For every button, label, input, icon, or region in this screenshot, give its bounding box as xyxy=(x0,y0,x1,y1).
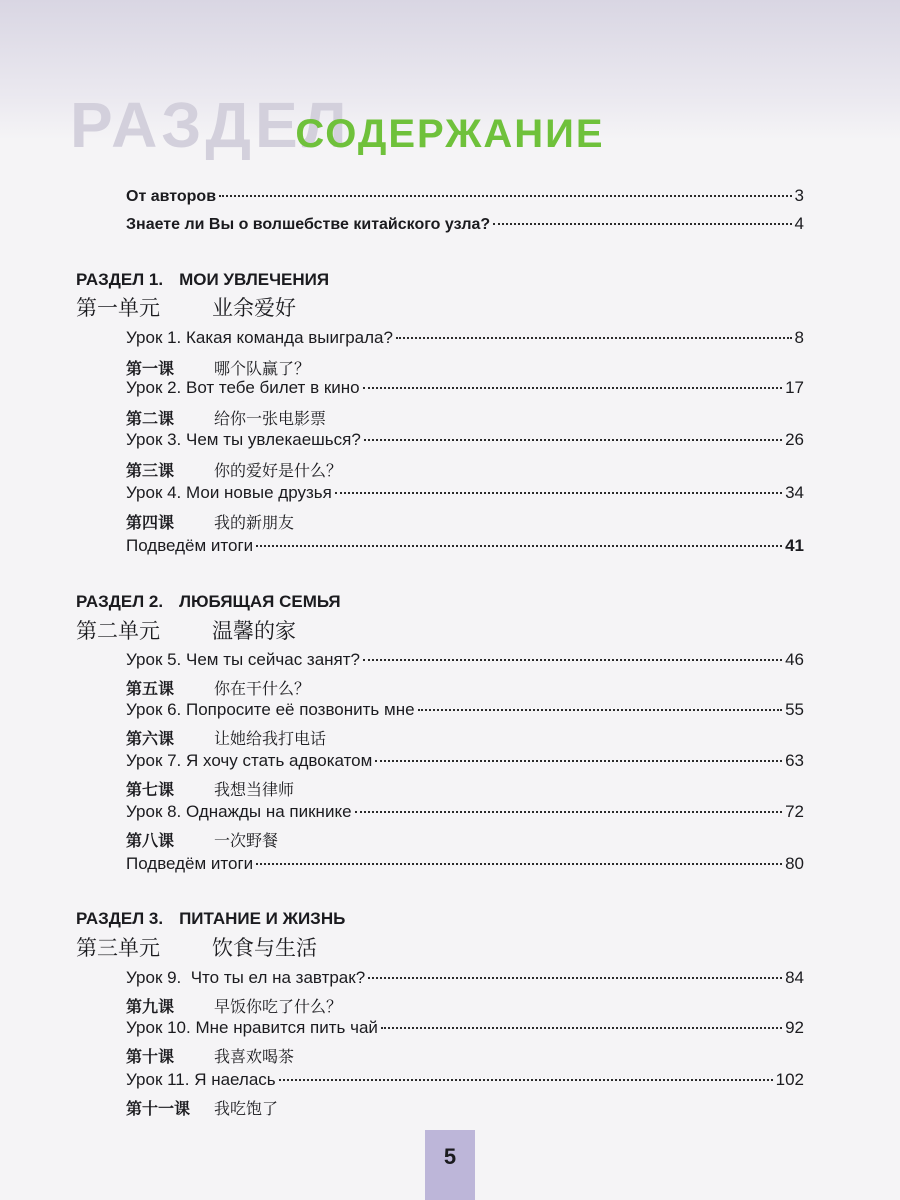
toc-entry[interactable] xyxy=(126,430,804,456)
toc-entry[interactable] xyxy=(126,802,804,828)
lesson-cn-title: 第九课 早饭你吃了什么？ xyxy=(126,997,343,1016)
toc-entry[interactable] xyxy=(126,700,804,726)
section-cn-title: 第三单元 饮食与生活 xyxy=(76,936,317,960)
toc-summary-entry[interactable] xyxy=(126,536,804,562)
lesson-cn-title: 第六课 让她给我打电话 xyxy=(126,729,327,748)
entry-page: 46 xyxy=(785,650,804,669)
entry-label: Урок 8. Однажды на пикнике xyxy=(126,802,352,821)
leader-dots xyxy=(219,195,792,197)
leader-dots xyxy=(493,223,791,225)
section-title: РАЗДЕЛ 3. ПИТАНИЕ И ЖИЗНЬ xyxy=(76,909,346,928)
toc-entry[interactable] xyxy=(126,328,804,354)
leader-dots xyxy=(375,760,782,762)
entry-page: 63 xyxy=(785,751,804,770)
entry-page: 17 xyxy=(785,378,804,397)
lesson-cn-title: 第一课 哪个队赢了？ xyxy=(126,359,311,378)
toc-summary-entry[interactable] xyxy=(126,854,804,880)
lesson-cn-title: 第十课 我喜欢喝茶 xyxy=(126,1047,295,1066)
leader-dots xyxy=(256,863,782,865)
entry-page: 80 xyxy=(785,854,804,873)
toc-entry[interactable] xyxy=(126,1018,804,1044)
leader-dots xyxy=(363,659,782,661)
entry-label: Урок 1. Какая команда выиграла? xyxy=(126,328,393,347)
lesson-cn-title: 第二课 给你一张电影票 xyxy=(126,409,327,428)
lesson-cn-title: 第四课 我的新朋友 xyxy=(126,513,295,532)
entry-label: Урок 5. Чем ты сейчас занят? xyxy=(126,650,360,669)
entry-page: 4 xyxy=(794,214,804,233)
leader-dots xyxy=(381,1027,782,1029)
entry-label: От авторов xyxy=(126,188,217,205)
section-title: РАЗДЕЛ 2. ЛЮБЯЩАЯ СЕМЬЯ xyxy=(76,592,341,611)
entry-label: Подведём итоги xyxy=(126,536,254,555)
toc-entry[interactable] xyxy=(126,1070,804,1096)
leader-dots xyxy=(256,545,782,547)
lesson-cn-title: 第三课 你的爱好是什么？ xyxy=(126,461,343,480)
leader-dots xyxy=(335,492,782,494)
section-cn-title: 第一单元 业余爱好 xyxy=(76,296,296,320)
entry-label: Урок 2. Вот тебе билет в кино xyxy=(126,378,360,397)
entry-page: 84 xyxy=(785,968,804,987)
section-cn-title: 第二单元 温馨的家 xyxy=(76,619,296,643)
entry-label: Знаете ли Вы о волшебстве китайского узла? xyxy=(126,216,491,233)
entry-page: 72 xyxy=(785,802,804,821)
toc-entry[interactable] xyxy=(126,650,804,676)
leader-dots xyxy=(396,337,792,339)
page-number: 5 xyxy=(443,1144,457,1169)
toc-entry[interactable] xyxy=(126,186,804,212)
lesson-cn-title: 第十一课 我吃饱了 xyxy=(126,1099,279,1118)
entry-label: Урок 7. Я хочу стать адвокатом xyxy=(126,751,373,770)
toc-entry[interactable] xyxy=(126,751,804,777)
leader-dots xyxy=(364,439,782,441)
bleed-through-text: РАЗДЕЛ xyxy=(70,89,351,161)
entry-page: 26 xyxy=(785,430,804,449)
page-number-tab xyxy=(425,1130,475,1200)
entry-label: Урок 10. Мне нравится пить чай xyxy=(126,1018,378,1037)
lesson-cn-title: 第五课 你在干什么？ xyxy=(126,679,311,698)
toc-entry[interactable] xyxy=(126,214,804,240)
leader-dots xyxy=(368,977,782,979)
entry-label: Урок 11. Я наелась xyxy=(126,1070,276,1089)
entry-label: Урок 4. Мои новые друзья xyxy=(126,483,332,502)
toc-entry[interactable] xyxy=(126,968,804,994)
entry-label: Урок 6. Попросите её позвонить мне xyxy=(126,700,415,719)
toc-entry[interactable] xyxy=(126,378,804,404)
leader-dots xyxy=(363,387,782,389)
leader-dots xyxy=(418,709,783,711)
leader-dots xyxy=(355,811,783,813)
leader-dots xyxy=(279,1079,773,1081)
lesson-cn-title: 第八课 一次野餐 xyxy=(126,831,279,850)
toc-entry[interactable] xyxy=(126,483,804,509)
entry-page: 102 xyxy=(775,1070,804,1089)
entry-page: 3 xyxy=(794,186,804,205)
section-title: РАЗДЕЛ 1. МОИ УВЛЕЧЕНИЯ xyxy=(76,270,330,289)
entry-label: Подведём итоги xyxy=(126,854,254,873)
lesson-cn-title: 第七课 我想当律师 xyxy=(126,780,295,799)
entry-page: 8 xyxy=(794,328,804,347)
entry-page: 92 xyxy=(785,1018,804,1037)
entry-label: Урок 9. Что ты ел на завтрак? xyxy=(126,968,366,987)
entry-page: 34 xyxy=(785,483,804,502)
entry-page: 55 xyxy=(785,700,804,719)
entry-page: 41 xyxy=(785,536,804,555)
entry-label: Урок 3. Чем ты увлекаешься? xyxy=(126,430,361,449)
page-title: СОДЕРЖАНИЕ xyxy=(295,112,605,156)
